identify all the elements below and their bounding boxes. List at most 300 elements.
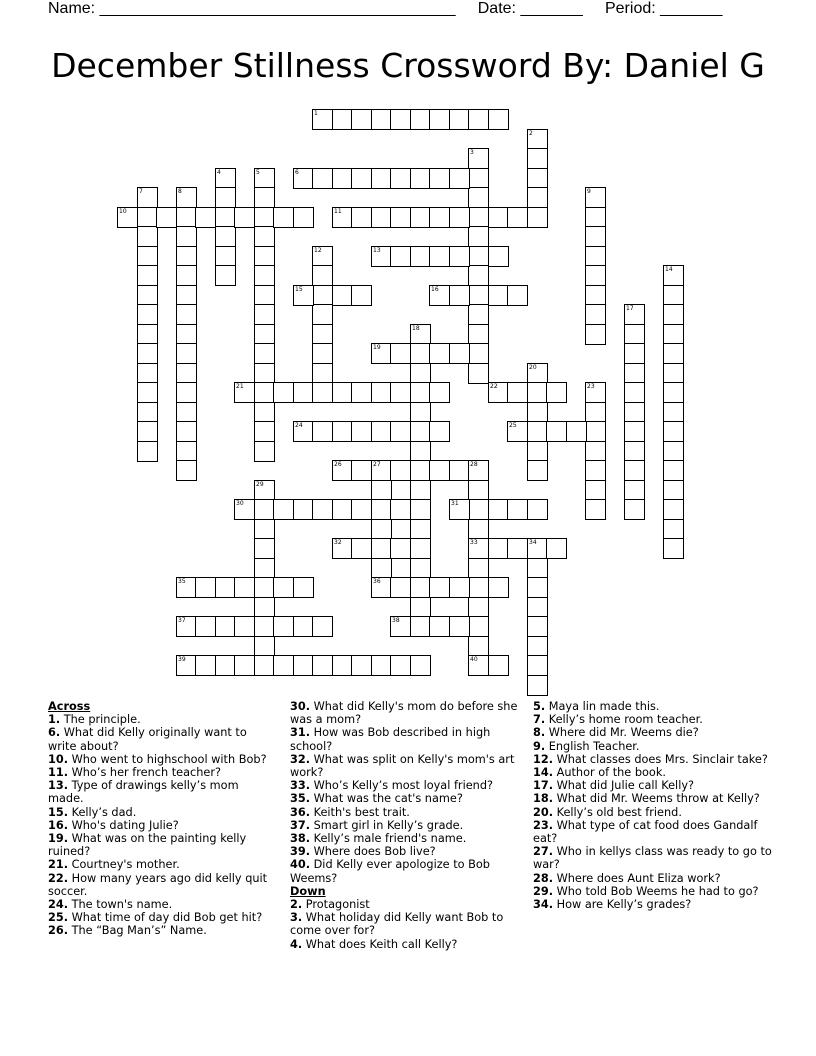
grid-cell[interactable] <box>429 382 450 403</box>
grid-cell[interactable] <box>663 460 684 481</box>
grid-cell[interactable] <box>507 285 528 306</box>
grid-cell[interactable] <box>293 207 314 228</box>
grid-cell[interactable] <box>293 421 314 442</box>
grid-cell[interactable] <box>137 285 158 306</box>
grid-cell[interactable] <box>371 460 392 481</box>
grid-cell[interactable] <box>468 207 489 228</box>
grid-cell[interactable] <box>468 363 489 384</box>
grid-cell[interactable] <box>332 460 353 481</box>
grid-cell[interactable] <box>566 421 587 442</box>
grid-cell[interactable] <box>663 382 684 403</box>
grid-cell[interactable] <box>332 655 353 676</box>
grid-cell[interactable] <box>254 480 275 501</box>
grid-cell[interactable] <box>663 304 684 325</box>
grid-cell[interactable] <box>137 421 158 442</box>
grid-cell[interactable] <box>527 363 548 384</box>
grid-cell[interactable] <box>371 246 392 267</box>
grid-cell[interactable] <box>410 324 431 345</box>
grid-cell[interactable] <box>176 616 197 637</box>
grid-cell[interactable] <box>293 577 314 598</box>
grid-cell[interactable] <box>527 675 548 696</box>
grid-cell[interactable] <box>663 324 684 345</box>
grid-cell[interactable] <box>390 109 411 130</box>
grid-cell[interactable] <box>410 363 431 384</box>
grid-cell[interactable] <box>585 499 606 520</box>
grid-cell[interactable] <box>332 382 353 403</box>
grid-cell[interactable] <box>488 577 509 598</box>
grid-cell[interactable] <box>507 207 528 228</box>
grid-cell[interactable] <box>449 616 470 637</box>
grid-cell[interactable] <box>527 382 548 403</box>
grid-cell[interactable] <box>546 538 567 559</box>
grid-cell[interactable] <box>312 324 333 345</box>
grid-cell[interactable] <box>468 519 489 540</box>
grid-cell[interactable] <box>527 168 548 189</box>
grid-cell[interactable] <box>663 285 684 306</box>
grid-cell[interactable] <box>215 577 236 598</box>
grid-cell[interactable] <box>254 519 275 540</box>
grid-cell[interactable] <box>390 168 411 189</box>
grid-cell[interactable] <box>254 558 275 579</box>
grid-cell[interactable] <box>449 343 470 364</box>
grid-cell[interactable] <box>663 402 684 423</box>
grid-cell[interactable] <box>254 655 275 676</box>
grid-cell[interactable] <box>546 382 567 403</box>
grid-cell[interactable] <box>254 636 275 657</box>
grid-cell[interactable] <box>371 343 392 364</box>
grid-cell[interactable] <box>273 382 294 403</box>
grid-cell[interactable] <box>234 655 255 676</box>
grid-cell[interactable] <box>254 187 275 208</box>
grid-cell[interactable] <box>624 363 645 384</box>
grid-cell[interactable] <box>293 655 314 676</box>
grid-cell[interactable] <box>468 558 489 579</box>
grid-cell[interactable] <box>410 538 431 559</box>
grid-cell[interactable] <box>332 499 353 520</box>
grid-cell[interactable] <box>137 207 158 228</box>
grid-cell[interactable] <box>624 460 645 481</box>
grid-cell[interactable] <box>527 616 548 637</box>
grid-cell[interactable] <box>410 597 431 618</box>
grid-cell[interactable] <box>468 655 489 676</box>
grid-cell[interactable] <box>332 421 353 442</box>
grid-cell[interactable] <box>410 577 431 598</box>
grid-cell[interactable] <box>293 616 314 637</box>
grid-cell[interactable] <box>585 402 606 423</box>
grid-cell[interactable] <box>410 343 431 364</box>
grid-cell[interactable] <box>624 441 645 462</box>
grid-cell[interactable] <box>312 304 333 325</box>
grid-cell[interactable] <box>195 577 216 598</box>
grid-cell[interactable] <box>429 343 450 364</box>
grid-cell[interactable] <box>449 460 470 481</box>
grid-cell[interactable] <box>371 538 392 559</box>
grid-cell[interactable] <box>215 265 236 286</box>
grid-cell[interactable] <box>468 538 489 559</box>
grid-cell[interactable] <box>312 655 333 676</box>
grid-cell[interactable] <box>663 343 684 364</box>
grid-cell[interactable] <box>254 382 275 403</box>
grid-cell[interactable] <box>527 187 548 208</box>
grid-cell[interactable] <box>273 577 294 598</box>
grid-cell[interactable] <box>410 246 431 267</box>
grid-cell[interactable] <box>585 265 606 286</box>
grid-cell[interactable] <box>410 207 431 228</box>
grid-cell[interactable] <box>254 538 275 559</box>
grid-cell[interactable] <box>410 558 431 579</box>
grid-cell[interactable] <box>176 246 197 267</box>
grid-cell[interactable] <box>527 558 548 579</box>
grid-cell[interactable] <box>624 343 645 364</box>
grid-cell[interactable] <box>234 577 255 598</box>
grid-cell[interactable] <box>507 499 528 520</box>
grid-cell[interactable] <box>410 616 431 637</box>
grid-cell[interactable] <box>663 441 684 462</box>
grid-cell[interactable] <box>312 168 333 189</box>
grid-cell[interactable] <box>254 304 275 325</box>
grid-cell[interactable] <box>663 265 684 286</box>
grid-cell[interactable] <box>254 597 275 618</box>
grid-cell[interactable] <box>585 304 606 325</box>
grid-cell[interactable] <box>371 519 392 540</box>
grid-cell[interactable] <box>410 421 431 442</box>
grid-cell[interactable] <box>468 168 489 189</box>
grid-cell[interactable] <box>624 382 645 403</box>
grid-cell[interactable] <box>254 402 275 423</box>
grid-cell[interactable] <box>488 285 509 306</box>
grid-cell[interactable] <box>449 109 470 130</box>
name-blank[interactable]: ________________________________________ <box>99 0 456 17</box>
grid-cell[interactable] <box>488 499 509 520</box>
grid-cell[interactable] <box>488 655 509 676</box>
grid-cell[interactable] <box>468 285 489 306</box>
grid-cell[interactable] <box>507 538 528 559</box>
grid-cell[interactable] <box>410 460 431 481</box>
grid-cell[interactable] <box>312 363 333 384</box>
grid-cell[interactable] <box>195 207 216 228</box>
grid-cell[interactable] <box>312 616 333 637</box>
grid-cell[interactable] <box>312 499 333 520</box>
grid-cell[interactable] <box>371 109 392 130</box>
grid-cell[interactable] <box>254 207 275 228</box>
grid-cell[interactable] <box>663 421 684 442</box>
grid-cell[interactable] <box>527 655 548 676</box>
grid-cell[interactable] <box>312 343 333 364</box>
grid-cell[interactable] <box>449 499 470 520</box>
grid-cell[interactable] <box>137 363 158 384</box>
grid-cell[interactable] <box>371 421 392 442</box>
grid-cell[interactable] <box>273 207 294 228</box>
grid-cell[interactable] <box>234 382 255 403</box>
grid-cell[interactable] <box>371 558 392 579</box>
grid-cell[interactable] <box>176 285 197 306</box>
grid-cell[interactable] <box>371 655 392 676</box>
grid-cell[interactable] <box>488 538 509 559</box>
grid-cell[interactable] <box>176 187 197 208</box>
grid-cell[interactable] <box>585 324 606 345</box>
grid-cell[interactable] <box>429 616 450 637</box>
grid-cell[interactable] <box>254 421 275 442</box>
grid-cell[interactable] <box>429 109 450 130</box>
grid-cell[interactable] <box>624 402 645 423</box>
grid-cell[interactable] <box>371 480 392 501</box>
grid-cell[interactable] <box>429 285 450 306</box>
grid-cell[interactable] <box>254 226 275 247</box>
grid-cell[interactable] <box>254 577 275 598</box>
grid-cell[interactable] <box>527 460 548 481</box>
grid-cell[interactable] <box>410 441 431 462</box>
grid-cell[interactable] <box>137 441 158 462</box>
grid-cell[interactable] <box>585 226 606 247</box>
grid-cell[interactable] <box>332 207 353 228</box>
grid-cell[interactable] <box>488 109 509 130</box>
grid-cell[interactable] <box>273 499 294 520</box>
grid-cell[interactable] <box>410 519 431 540</box>
grid-cell[interactable] <box>585 207 606 228</box>
grid-cell[interactable] <box>195 616 216 637</box>
grid-cell[interactable] <box>663 363 684 384</box>
grid-cell[interactable] <box>351 655 372 676</box>
grid-cell[interactable] <box>351 499 372 520</box>
grid-cell[interactable] <box>176 363 197 384</box>
grid-cell[interactable] <box>137 324 158 345</box>
grid-cell[interactable] <box>624 324 645 345</box>
grid-cell[interactable] <box>624 421 645 442</box>
grid-cell[interactable] <box>429 460 450 481</box>
date-blank[interactable]: _______ <box>520 0 583 17</box>
grid-cell[interactable] <box>429 577 450 598</box>
grid-cell[interactable] <box>293 168 314 189</box>
grid-cell[interactable] <box>254 168 275 189</box>
grid-cell[interactable] <box>585 480 606 501</box>
grid-cell[interactable] <box>254 343 275 364</box>
grid-cell[interactable] <box>312 382 333 403</box>
grid-cell[interactable] <box>254 285 275 306</box>
grid-cell[interactable] <box>137 382 158 403</box>
grid-cell[interactable] <box>293 499 314 520</box>
grid-cell[interactable] <box>351 109 372 130</box>
grid-cell[interactable] <box>488 207 509 228</box>
grid-cell[interactable] <box>488 382 509 403</box>
grid-cell[interactable] <box>176 304 197 325</box>
grid-cell[interactable] <box>663 499 684 520</box>
grid-cell[interactable] <box>312 421 333 442</box>
grid-cell[interactable] <box>410 109 431 130</box>
grid-cell[interactable] <box>351 460 372 481</box>
grid-cell[interactable] <box>468 616 489 637</box>
grid-cell[interactable] <box>585 460 606 481</box>
grid-cell[interactable] <box>293 382 314 403</box>
grid-cell[interactable] <box>312 265 333 286</box>
grid-cell[interactable] <box>468 343 489 364</box>
grid-cell[interactable] <box>410 480 431 501</box>
grid-cell[interactable] <box>468 226 489 247</box>
period-blank[interactable]: _______ <box>660 0 723 17</box>
grid-cell[interactable] <box>371 499 392 520</box>
grid-cell[interactable] <box>390 538 411 559</box>
grid-cell[interactable] <box>468 246 489 267</box>
grid-cell[interactable] <box>449 577 470 598</box>
grid-cell[interactable] <box>273 655 294 676</box>
grid-cell[interactable] <box>254 324 275 345</box>
grid-cell[interactable] <box>176 207 197 228</box>
grid-cell[interactable] <box>117 207 138 228</box>
grid-cell[interactable] <box>410 382 431 403</box>
grid-cell[interactable] <box>429 246 450 267</box>
grid-cell[interactable] <box>429 421 450 442</box>
grid-cell[interactable] <box>254 363 275 384</box>
grid-cell[interactable] <box>410 655 431 676</box>
grid-cell[interactable] <box>137 304 158 325</box>
grid-cell[interactable] <box>468 577 489 598</box>
grid-cell[interactable] <box>429 207 450 228</box>
grid-cell[interactable] <box>351 285 372 306</box>
grid-cell[interactable] <box>234 207 255 228</box>
grid-cell[interactable] <box>351 538 372 559</box>
grid-cell[interactable] <box>468 499 489 520</box>
grid-cell[interactable] <box>137 246 158 267</box>
grid-cell[interactable] <box>371 382 392 403</box>
grid-cell[interactable] <box>468 304 489 325</box>
grid-cell[interactable] <box>351 207 372 228</box>
grid-cell[interactable] <box>176 460 197 481</box>
grid-cell[interactable] <box>176 324 197 345</box>
grid-cell[interactable] <box>332 168 353 189</box>
grid-cell[interactable] <box>468 480 489 501</box>
grid-cell[interactable] <box>254 246 275 267</box>
grid-cell[interactable] <box>449 168 470 189</box>
grid-cell[interactable] <box>527 636 548 657</box>
grid-cell[interactable] <box>254 616 275 637</box>
grid-cell[interactable] <box>215 655 236 676</box>
grid-cell[interactable] <box>527 441 548 462</box>
grid-cell[interactable] <box>332 538 353 559</box>
grid-cell[interactable] <box>390 460 411 481</box>
grid-cell[interactable] <box>254 499 275 520</box>
grid-cell[interactable] <box>527 129 548 150</box>
grid-cell[interactable] <box>234 616 255 637</box>
grid-cell[interactable] <box>468 265 489 286</box>
grid-cell[interactable] <box>390 246 411 267</box>
grid-cell[interactable] <box>527 148 548 169</box>
grid-cell[interactable] <box>273 616 294 637</box>
grid-cell[interactable] <box>137 187 158 208</box>
grid-cell[interactable] <box>176 382 197 403</box>
grid-cell[interactable] <box>390 421 411 442</box>
grid-cell[interactable] <box>215 187 236 208</box>
grid-cell[interactable] <box>410 168 431 189</box>
grid-cell[interactable] <box>507 382 528 403</box>
grid-cell[interactable] <box>468 597 489 618</box>
grid-cell[interactable] <box>137 402 158 423</box>
grid-cell[interactable] <box>176 226 197 247</box>
grid-cell[interactable] <box>663 519 684 540</box>
grid-cell[interactable] <box>312 285 333 306</box>
grid-cell[interactable] <box>332 109 353 130</box>
grid-cell[interactable] <box>527 207 548 228</box>
grid-cell[interactable] <box>137 265 158 286</box>
grid-cell[interactable] <box>371 168 392 189</box>
grid-cell[interactable] <box>176 343 197 364</box>
grid-cell[interactable] <box>215 616 236 637</box>
grid-cell[interactable] <box>585 441 606 462</box>
grid-cell[interactable] <box>371 577 392 598</box>
grid-cell[interactable] <box>176 655 197 676</box>
grid-cell[interactable] <box>585 285 606 306</box>
grid-cell[interactable] <box>449 207 470 228</box>
grid-cell[interactable] <box>293 285 314 306</box>
grid-cell[interactable] <box>215 226 236 247</box>
grid-cell[interactable] <box>449 285 470 306</box>
grid-cell[interactable] <box>390 499 411 520</box>
grid-cell[interactable] <box>390 655 411 676</box>
grid-cell[interactable] <box>449 246 470 267</box>
grid-cell[interactable] <box>137 226 158 247</box>
grid-cell[interactable] <box>351 421 372 442</box>
grid-cell[interactable] <box>195 655 216 676</box>
grid-cell[interactable] <box>176 577 197 598</box>
grid-cell[interactable] <box>507 421 528 442</box>
grid-cell[interactable] <box>468 109 489 130</box>
grid-cell[interactable] <box>429 168 450 189</box>
grid-cell[interactable] <box>215 207 236 228</box>
grid-cell[interactable] <box>410 499 431 520</box>
grid-cell[interactable] <box>663 480 684 501</box>
grid-cell[interactable] <box>371 207 392 228</box>
grid-cell[interactable] <box>663 538 684 559</box>
grid-cell[interactable] <box>390 207 411 228</box>
grid-cell[interactable] <box>156 207 177 228</box>
grid-cell[interactable] <box>312 109 333 130</box>
grid-cell[interactable] <box>468 148 489 169</box>
grid-cell[interactable] <box>546 421 567 442</box>
grid-cell[interactable] <box>624 304 645 325</box>
grid-cell[interactable] <box>176 421 197 442</box>
grid-cell[interactable] <box>468 187 489 208</box>
grid-cell[interactable] <box>468 324 489 345</box>
grid-cell[interactable] <box>176 402 197 423</box>
grid-cell[interactable] <box>585 382 606 403</box>
grid-cell[interactable] <box>527 538 548 559</box>
grid-cell[interactable] <box>468 460 489 481</box>
grid-cell[interactable] <box>527 421 548 442</box>
grid-cell[interactable] <box>585 187 606 208</box>
grid-cell[interactable] <box>488 246 509 267</box>
grid-cell[interactable] <box>351 168 372 189</box>
grid-cell[interactable] <box>254 441 275 462</box>
grid-cell[interactable] <box>176 441 197 462</box>
grid-cell[interactable] <box>137 343 158 364</box>
grid-cell[interactable] <box>585 421 606 442</box>
grid-cell[interactable] <box>351 382 372 403</box>
grid-cell[interactable] <box>390 382 411 403</box>
grid-cell[interactable] <box>215 168 236 189</box>
grid-cell[interactable] <box>390 343 411 364</box>
grid-cell[interactable] <box>527 499 548 520</box>
grid-cell[interactable] <box>527 577 548 598</box>
grid-cell[interactable] <box>527 402 548 423</box>
grid-cell[interactable] <box>332 285 353 306</box>
grid-cell[interactable] <box>234 499 255 520</box>
grid-cell[interactable] <box>254 265 275 286</box>
grid-cell[interactable] <box>176 265 197 286</box>
grid-cell[interactable] <box>624 499 645 520</box>
grid-cell[interactable] <box>527 597 548 618</box>
grid-cell[interactable] <box>624 480 645 501</box>
grid-cell[interactable] <box>215 246 236 267</box>
grid-cell[interactable] <box>390 577 411 598</box>
grid-cell[interactable] <box>410 402 431 423</box>
